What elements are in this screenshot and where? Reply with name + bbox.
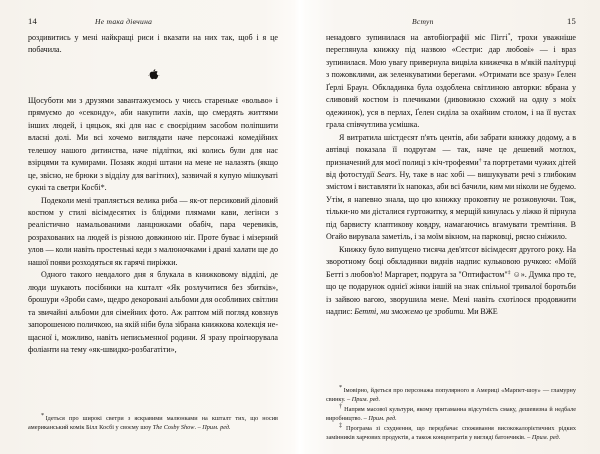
footnote-text: Імовірно, йдеться про персонажа популярного в Америці «Маpпет-шоу» — гламурну свинку. –: [326, 387, 576, 403]
footnote-source: Прим. ред.: [531, 434, 561, 441]
paragraph: [326, 244, 576, 319]
footnote-source: Прим. ред.: [351, 396, 381, 403]
footnote: [326, 383, 576, 404]
paragraph-text-c: . Ну, таке в нас хобі — вишукувати речі з глибоким змістом і виставляти їх напоказ, аби всі бачили, ким ми ніколи не будемо. Утім, я напевно знала, що цю книжку проковтну не розжовуючи. Тож, тільки-но ми дісталися гуртожитку, я мерщій кинулась у ліжко й пірнула під барвисту клаптикову ковдру, намагаючись вгамувати тремтіння. В Огайо вирувала заметіль, і за моїм вікном, на парковці, рясно сніжило.: [326, 169, 576, 242]
footnote-area-left: [0, 411, 300, 432]
paragraph-text-a: Книжку було випущено тисяча дев'ятсот вісімдесят другого року. На зворотному боці обкладинки виднів надпис кульковою ручкою: «Моїй Бетті з любов'ю! Маргарет, подруга за "Оптифастом": [326, 244, 576, 279]
page-right: [300, 0, 600, 454]
paragraph: Одного такого невдалого дня я блукала в книжковому відділі, де люди шукають посібники на кшталт «Як розлучитися без збитків», брошури «Зроби сам», щедро декоровані альбоми для особливих світлин та звичайні альбоми для сімейних фото. Аж раптом мій погляд ковзнув запорошеною поличкою, на якій ніби була зібрана книжкова колекція нещасної і, можливо, навіть неписьменної родини. Я зразу проігнорувала фоліанти на тему «як-швидко-розбагатіти»,: [28, 270, 278, 354]
paragraph: Подеколи мені трапляється велика риба — як-от персиковий діловий костюм у стилі вісімдесятих із блідими плямами кави, легінси з реалістично намальованими ланцюжками обабіч, пара черевиків, розрахованих на людей із різною довжиною ніг. Проте буває і мізерний улов — коли навіть простенькі кеди з малюночками і драні халати ще до нашої появи розходяться як гарячі пиріжки.: [28, 195, 278, 267]
footnote-text: Програма зі схуднення, що передбачає споживання висококалорієтичних рідких замінників харчових продуктів, а також концентратів у вигляді батончиків. –: [326, 425, 576, 441]
footnote: [326, 421, 576, 442]
running-head-right: [326, 0, 576, 32]
footnote-source: Прим. ред.: [202, 424, 231, 431]
footnote-italic-title: The Cosby Show: [152, 424, 195, 431]
running-title-right: Вступ: [412, 17, 434, 26]
paragraph-text-c: Ми ВЖЕ: [465, 306, 498, 316]
footnote-ref: *: [507, 32, 511, 39]
page-number-left: 14: [28, 16, 37, 26]
paragraph-italic: Sears: [377, 169, 395, 179]
footnote-text-tail: . –: [194, 424, 203, 431]
paragraph-italic: Бетті, ми зможемо це зробити.: [354, 306, 466, 316]
paragraph-text-b: , трохи уважніше переглянула книжку під назвою «Сестри: дар любові» — і враз зупинилася. Мою увагу привернула вицвіла книжечка в м'якій палітурці з пожовклими, аж зеленкуватими берегами. «Отримати все зразу» Ґелен Ґерлі Браун. Обкладинка була оздоблена світлиною авторки: вбрана у сливовий костюм із плечиками (дивовижно схожий на одну з моїх одежинок), уся в перлах, Ґелен сиділа за охайним столом, і на її вустах грала співчутлива усмішка.: [326, 33, 576, 130]
running-title-left: Не така дівчина: [95, 17, 153, 26]
footnote-ref: †: [478, 156, 482, 163]
apple-ornament: [28, 68, 278, 82]
paragraph-text-b: та портретами чужих дітей від фотостудії: [326, 157, 576, 179]
page-number-right: 15: [567, 16, 576, 26]
paragraph-text-b: ☺». Думка про те, що це подарунок однієї жінки іншій на знак спільної тривалої боротьби із зайвою вагою, зворушила мене. Мені навіть схотілося продовжити надпис:: [326, 269, 577, 316]
footnote: [326, 402, 576, 423]
paragraph-text-a: Я витратила шістдесят п'ять центів, аби забрати книжку додому, а в автівці показала її подругам — так, наче це дешевий мотлох, призначений для моєї полиці з кіч-трофеями: [326, 132, 576, 167]
footnote-text: Ідеться про широкі светри з яскравими малюнками на кшталт тих, що носив американський комік Білл Косбі у своєму шоу: [28, 415, 278, 431]
paragraph: роздивитись у мені найкращі риси і вказати на них так, щоб і я це побачила.: [28, 33, 278, 55]
footnote-text: Напрям масової культури, якому притаманна відсутність смаку, дешевизна й недбале виробництво. –: [326, 406, 576, 422]
footnote-marker: *: [41, 411, 45, 419]
body-text-left: [28, 32, 278, 356]
footnote-marker: ‡: [339, 421, 345, 429]
footnote-area-right: [300, 383, 600, 442]
paragraph: [326, 32, 576, 132]
footnote: [28, 411, 278, 432]
footnote-ref: ‡: [507, 268, 511, 275]
running-head-left: [28, 0, 278, 32]
body-text-right: [326, 32, 576, 318]
paragraph-text-a: ненадовго зупинилася на автобіографії міс Піггі: [326, 33, 508, 42]
footnote-source: Прим. ред.: [368, 415, 397, 422]
footnote-marker: †: [339, 402, 343, 410]
footnote-marker: *: [339, 383, 343, 391]
paragraph: Щосуботи ми з друзями завантажуємось у чиєсь стареньке «вольво» і прямуємо до «секонду», аби накупити лахів, що смердять життями інших людей, і цяцьок, які для нас є своєрідним засобом поліпшити власні долі. Ми всі хочемо виглядати наче персонажі комедійних телешоу нашого дитинства, наче підлітки, які колись були для нас взірцями та кумирами. Позаяк жодні штани на мене не налазять (якщо це, звісно, не брюки з відділу для вагітних), зазвичай я купую мішкуваті сукні та светри Косбі*.: [28, 95, 278, 193]
paragraph: [326, 132, 576, 244]
